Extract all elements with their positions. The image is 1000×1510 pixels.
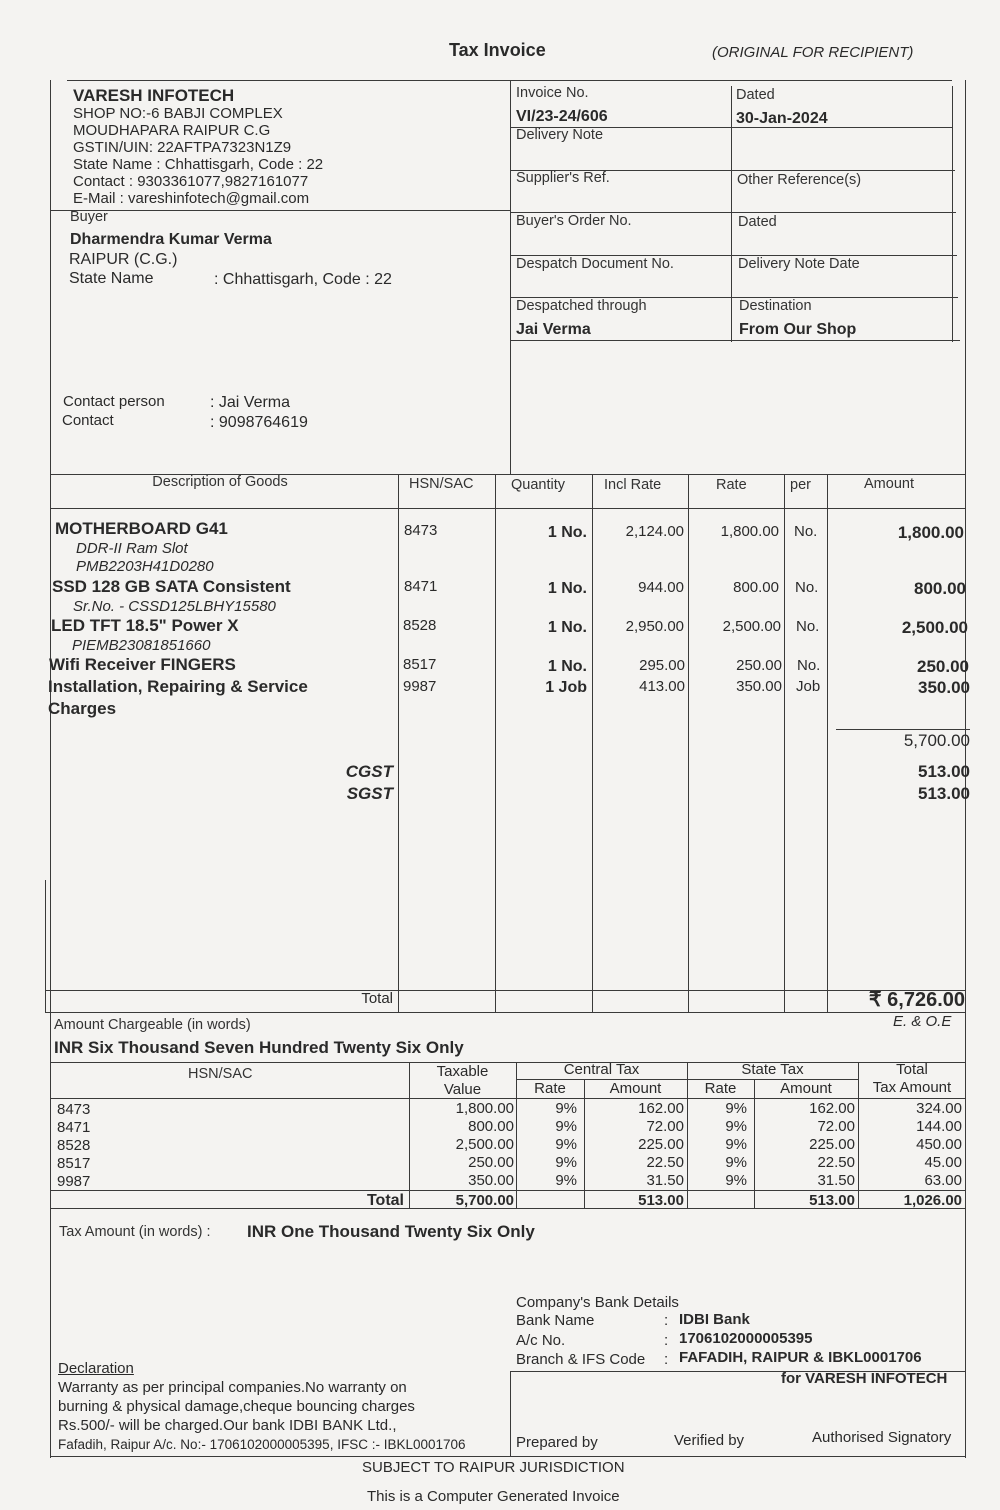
dated-label: Dated [736, 87, 775, 103]
despatch-doc-label: Despatch Document No. [516, 256, 674, 272]
tax-col-samt: Amount [780, 1080, 832, 1097]
tax-col-camt: Amount [609, 1080, 662, 1097]
tax-in-words: INR One Thousand Twenty Six Only [247, 1222, 535, 1241]
bank-name-label: Bank Name [516, 1312, 595, 1329]
bank-title: Company's Bank Details [516, 1294, 679, 1311]
subtotal: 5,700.00 [903, 731, 970, 750]
destination: From Our Shop [739, 321, 857, 338]
sgst-amount: 513.00 [918, 784, 970, 803]
contact-value: : 9098764619 [210, 414, 308, 431]
declaration-title: Declaration [58, 1360, 134, 1377]
bank-name: IDBI Bank [679, 1311, 750, 1328]
buyer-state-label: State Name [69, 270, 154, 287]
col-description: Description of Goods [152, 474, 288, 490]
buyer-city: RAIPUR (C.G.) [69, 251, 178, 268]
order-dated-label: Dated [738, 214, 777, 230]
despatched-through-label: Despatched through [516, 298, 647, 314]
tax-col-taxable-2: Value [443, 1081, 482, 1098]
tax-col-state: State Tax [741, 1061, 804, 1078]
tax-col-srate: Rate [704, 1080, 737, 1097]
despatched-through: Jai Verma [516, 321, 591, 338]
tax-row: 8517 250.00 9% 22.50 9% 22.50 45.00 [57, 1154, 962, 1172]
declaration-text: Warranty as per principal companies.No warranty on burning & physical damage,cheque bouncing charges Rs.500/- will be charged.Our bank IDBI BANK Ltd., Fafadih, Raipur A/c. No:- 1706102000005395, IFSC :- IBKL0001706 [58, 1379, 466, 1452]
col-incl-rate: Incl Rate [604, 477, 662, 493]
col-amount: Amount [864, 476, 914, 492]
seller-name: VARESH INFOTECH [73, 86, 235, 105]
copy-label: (ORIGINAL FOR RECIPIENT) [712, 44, 914, 61]
invoice-date: 30-Jan-2024 [736, 110, 828, 127]
computer-generated-note: This is a Computer Generated Invoice [367, 1488, 620, 1505]
tax-col-total: Total [896, 1061, 928, 1078]
col-quantity: Quantity [511, 477, 565, 493]
invoice-no: VI/23-24/606 [516, 108, 608, 125]
page-title: Tax Invoice [449, 40, 546, 60]
for-company: for VARESH INFOTECH [781, 1370, 948, 1387]
suppliers-ref-label: Supplier's Ref. [516, 170, 610, 186]
cgst-label: CGST [345, 762, 393, 781]
bank-branch: FAFADIH, RAIPUR & IBKL0001706 [679, 1349, 922, 1366]
seller-address: SHOP NO:-6 BABJI COMPLEX MOUDHAPARA RAIPUR C.G GSTIN/UIN: 22AFTPA7323N1Z9 State Name : Chhattisgarh, Code : 22 Contact : 9303361077,9827161077 E-Mail : vareshinfotech@gmail.com [73, 105, 324, 207]
tax-col-taxable: Taxable [436, 1063, 489, 1080]
header-divider [510, 80, 511, 475]
buyer-name: Dharmendra Kumar Verma [70, 231, 272, 248]
tax-row: 9987 350.00 9% 31.50 9% 31.50 63.00 [57, 1172, 962, 1190]
bank-ac: 1706102000005395 [679, 1330, 813, 1347]
prepared-by: Prepared by [516, 1434, 598, 1451]
col-hsn: HSN/SAC [409, 476, 474, 492]
tax-words-label: Tax Amount (in words) : [59, 1224, 211, 1240]
tax-row: 8473 1,800.00 9% 162.00 9% 162.00 324.00 [57, 1100, 962, 1118]
contact-person-label: Contact person [63, 393, 165, 410]
tax-col-hsn: HSN/SAC [188, 1066, 253, 1082]
tax-col-central: Central Tax [563, 1061, 640, 1078]
verified-by: Verified by [674, 1432, 745, 1449]
contact-person-value: : Jai Verma [210, 394, 291, 411]
destination-label: Destination [739, 298, 812, 314]
tax-row: 8528 2,500.00 9% 225.00 9% 225.00 450.00 [57, 1136, 962, 1154]
bank-branch-label: Branch & IFS Code [516, 1351, 646, 1368]
buyers-order-label: Buyer's Order No. [516, 213, 632, 229]
amount-words-label: Amount Chargeable (in words) [54, 1017, 251, 1033]
tax-row: 8471 800.00 9% 72.00 9% 72.00 144.00 [57, 1118, 962, 1136]
delivery-note-date-label: Delivery Note Date [738, 256, 860, 272]
authorised-signatory: Authorised Signatory [812, 1429, 952, 1446]
left-border [50, 80, 51, 1458]
cgst-amount: 513.00 [918, 762, 970, 781]
tax-col-crate: Rate [534, 1080, 566, 1097]
tax-col-total-2: Tax Amount [872, 1079, 952, 1096]
eoe-label: E. & O.E [893, 1013, 952, 1030]
amount-in-words: INR Six Thousand Seven Hundred Twenty Six Only [54, 1038, 464, 1057]
total-label: Total [361, 990, 393, 1007]
contact-label: Contact [62, 412, 114, 429]
buyer-state-value: : Chhattisgarh, Code : 22 [214, 271, 392, 288]
buyer-label: Buyer [70, 209, 108, 225]
other-ref-label: Other Reference(s) [737, 172, 862, 188]
grand-total: ₹ 6,726.00 [868, 989, 965, 1011]
delivery-note-label: Delivery Note [516, 127, 604, 143]
jurisdiction: SUBJECT TO RAIPUR JURISDICTION [362, 1459, 625, 1476]
sgst-label: SGST [346, 784, 393, 803]
col-per: per [790, 477, 811, 493]
bank-ac-label: A/c No. [516, 1332, 566, 1349]
invoice-no-label: Invoice No. [516, 85, 589, 101]
col-rate: Rate [716, 477, 747, 493]
